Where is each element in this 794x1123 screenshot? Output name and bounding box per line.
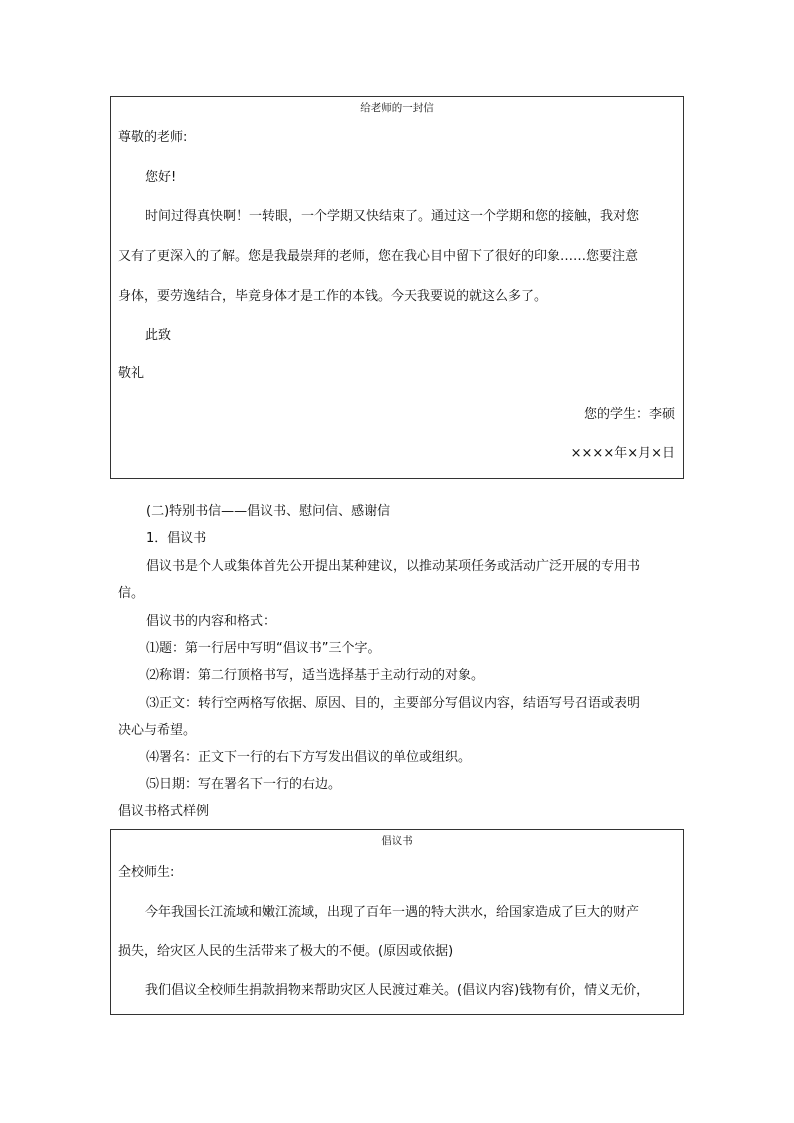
section-subheading: 1．倡议书	[146, 531, 207, 546]
definition-line: 信。	[118, 586, 145, 601]
proposal-sample-box	[110, 829, 684, 1015]
letter-title: 给老师的一封信	[360, 102, 434, 114]
proposal-title: 倡议书	[381, 835, 413, 847]
letter-signature: 您的学生：李硕	[583, 407, 675, 422]
sample-label: 倡议书格式样例	[118, 804, 210, 819]
definition-line: 倡议书是个人或集体首先公开提出某种建议，以推动某项任务或活动广泛开展的专用书	[146, 559, 641, 574]
proposal-salutation: 全校师生:	[118, 865, 175, 880]
proposal-body-line: 我们倡议全校师生捐款捐物来帮助灾区人民渡过难关。(倡议内容)钱物有价，情义无价，	[145, 983, 650, 998]
format-item: ⑴题：第一行居中写明“倡议书”三个字。	[146, 641, 381, 656]
letter-date: ××××年×月×日	[570, 446, 675, 461]
format-item: ⑵称谓：第二行顶格书写，适当选择基于主动行动的对象。	[146, 668, 485, 683]
letter-body-line: 又有了更深入的了解。您是我最崇拜的老师，您在我心目中留下了很好的印象……您要注意	[118, 249, 639, 264]
letter-salutation: 尊敬的老师:	[118, 130, 188, 145]
section-heading: (二)特别书信——倡议书、慰问信、感谢信	[146, 504, 391, 519]
format-item: ⑷署名：正文下一行的右下方写发出倡议的单位或组织。	[146, 750, 472, 765]
letter-greeting: 您好!	[145, 170, 177, 185]
format-item-continuation: 决心与希望。	[118, 723, 197, 738]
format-item: ⑶正文：转行空两格写依据、原因、目的，主要部分写倡议内容，结语写号召语或表明	[146, 696, 641, 711]
letter-body-line: 时间过得真快啊！一转眼，一个学期又快结束了。通过这一个学期和您的接触，我对您	[145, 209, 640, 224]
letter-body-line: 身体，要劳逸结合，毕竟身体才是工作的本钱。今天我要说的就这么多了。	[118, 289, 548, 304]
proposal-body-line: 今年我国长江流域和嫩江流域，出现了百年一遇的特大洪水，给国家造成了巨大的财产	[145, 905, 640, 920]
letter-closing-2: 敬礼	[118, 366, 145, 381]
format-intro: 倡议书的内容和格式：	[146, 614, 277, 629]
letter-closing-1: 此致	[145, 328, 172, 343]
proposal-body-line: 损失，给灾区人民的生活带来了极大的不便。(原因或依据)	[118, 944, 454, 959]
format-item: ⑸日期：写在署名下一行的右边。	[146, 777, 342, 792]
letter-sample-box	[110, 96, 684, 479]
